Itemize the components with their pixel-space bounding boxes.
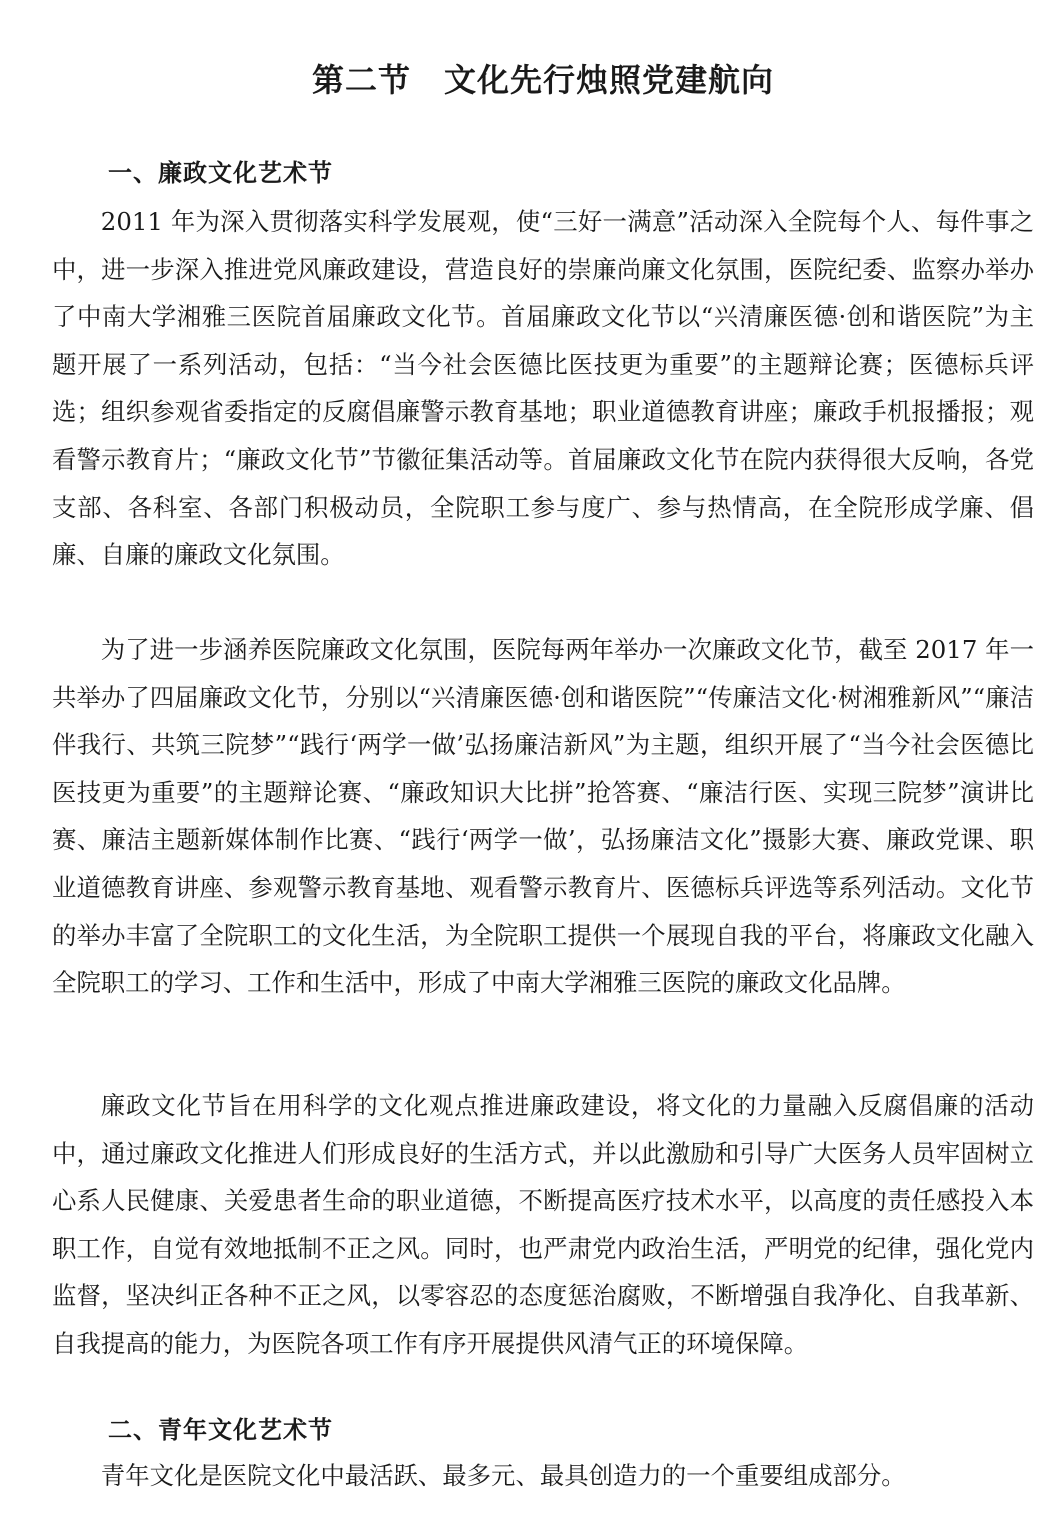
paragraph-4: 青年文化是医院文化中最活跃、最多元、最具创造力的一个重要组成部分。 xyxy=(100,1461,906,1490)
paragraph-1: 2011 年为深入贯彻落实科学发展观，使“三好一满意”活动深入全院每个人、每件事之中，进一步深入推进党风廉政建设，营造良好的崇廉尚廉文化氛围，医院纪委、监察办举办了中南大学湘雅三医院首届廉政文化节。首届廉政文化节以“兴清廉医德·创和谐医院”为主题开展了一系列活动，包括：“当今社会医德比医技更为重要”的主题辩论赛；医德标兵评选；组织参观省委指定的反腐倡廉警示教育基地；职业道德教育讲座；廉政手机报播报；观看警示教育片；“廉政文化节”节徽征集活动等。首届廉政文化节在院内获得很大反响，各党支部、各科室、各部门积极动员，全院职工参与度广、参与热情高，在全院形成学廉、倡廉、自廉的廉政文化氛围。 xyxy=(52,207,1034,570)
section-title: 第二节 文化先行烛照党建航向 xyxy=(311,61,774,99)
subsection-heading-2: 二、青年文化艺术节 xyxy=(108,1416,333,1444)
subsection-heading-1: 一、廉政文化艺术节 xyxy=(108,159,333,187)
paragraph-3: 廉政文化节旨在用科学的文化观点推进廉政建设，将文化的力量融入反腐倡廉的活动中，通过廉政文化推进人们形成良好的生活方式，并以此激励和引导广大医务人员牢固树立心系人民健康、关爱患者生命的职业道德，不断提高医疗技术水平，以高度的责任感投入本职工作，自觉有效地抵制不正之风。同时，也严肃党内政治生活，严明党的纪律，强化党内监督，坚决纠正各种不正之风，以零容忍的态度惩治腐败，不断增强自我净化、自我革新、自我提高的能力，为医院各项工作有序开展提供风清气正的环境保障。 xyxy=(52,1091,1034,1358)
paragraph-2: 为了进一步涵养医院廉政文化氛围，医院每两年举办一次廉政文化节，截至 2017 年一共举办了四届廉政文化节，分别以“兴清廉医德·创和谐医院”“传廉洁文化·树湘雅新风”“廉洁伴我行、共筑三院梦”“践行‘两学一做’弘扬廉洁新风”为主题，组织开展了“当今社会医德比医技更为重要”的主题辩论赛、“廉政知识大比拼”抢答赛、“廉洁行医、实现三院梦”演讲比赛、廉洁主题新媒体制作比赛、“践行‘两学一做’，弘扬廉洁文化”摄影大赛、廉政党课、职业道德教育讲座、参观警示教育基地、观看警示教育片、医德标兵评选等系列活动。文化节的举办丰富了全院职工的文化生活，为全院职工提供一个展现自我的平台，将廉政文化融入全院职工的学习、工作和生活中，形成了中南大学湘雅三医院的廉政文化品牌。 xyxy=(52,635,1034,998)
